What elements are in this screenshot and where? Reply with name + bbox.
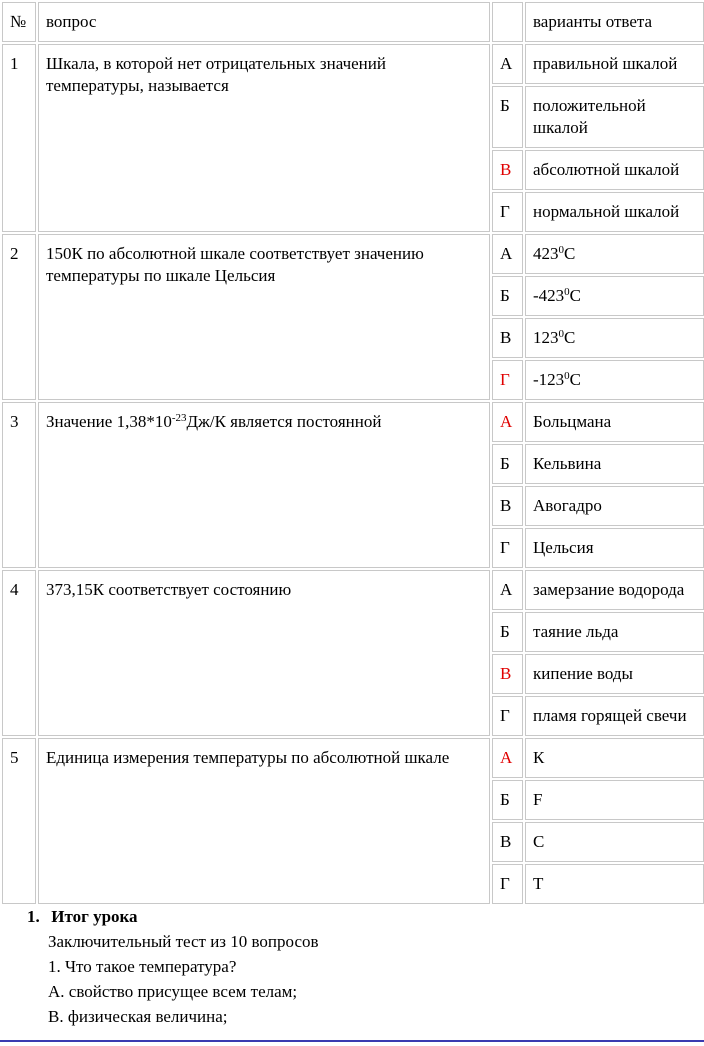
question-number: 1 — [2, 44, 36, 232]
question-number: 2 — [2, 234, 36, 400]
option-letter: Г — [492, 192, 523, 232]
question-row — [2, 570, 704, 610]
option-text: Цельсия — [525, 528, 704, 568]
question-row — [2, 738, 704, 778]
option-letter: Б — [492, 444, 523, 484]
option-text: $123^0С$ — [525, 318, 704, 358]
header-letter-blank — [492, 2, 523, 42]
option-letter: Б — [492, 276, 523, 316]
option-letter: Б — [492, 612, 523, 652]
option-text: Авогадро — [525, 486, 704, 526]
question-text: Единица измерения температуры по абсолютной шкале — [38, 738, 490, 904]
question-row — [2, 44, 704, 84]
option-text: К — [525, 738, 704, 778]
option-text: пламя горящей свечи — [525, 696, 704, 736]
option-text: кипение воды — [525, 654, 704, 694]
option-text: положительной шкалой — [525, 86, 704, 148]
option-letter: А — [492, 738, 523, 778]
option-text: таяние льда — [525, 612, 704, 652]
question-number: 3 — [2, 402, 36, 568]
option-letter: Б — [492, 86, 523, 148]
option-letter: Г — [492, 696, 523, 736]
header-num: № — [2, 2, 36, 42]
option-text: Больцмана — [525, 402, 704, 442]
question-text: Значение $1,38*10^{-23}Дж/К$ является постоянной — [38, 402, 490, 568]
bottom-divider — [0, 1040, 704, 1042]
option-text: $423^0С$ — [525, 234, 704, 274]
option-text: абсолютной шкалой — [525, 150, 704, 190]
summary-title: Итог урока — [51, 907, 138, 926]
question-number: 5 — [2, 738, 36, 904]
option-letter: Б — [492, 780, 523, 820]
option-text: замерзание водорода — [525, 570, 704, 610]
header-question: вопрос — [38, 2, 490, 42]
question-text: 373,15К соответствует состоянию — [38, 570, 490, 736]
option-letter: Г — [492, 360, 523, 400]
option-letter: В — [492, 654, 523, 694]
header-options: варианты ответа — [525, 2, 704, 42]
option-text: С — [525, 822, 704, 862]
option-text: правильной шкалой — [525, 44, 704, 84]
option-letter: В — [492, 486, 523, 526]
option-text: $-123^0С$ — [525, 360, 704, 400]
summary-number: 1. — [27, 907, 40, 926]
option-text: Т — [525, 864, 704, 904]
option-letter: В — [492, 318, 523, 358]
option-letter: Г — [492, 528, 523, 568]
summary-line: В. физическая величина; — [48, 1007, 228, 1026]
option-letter: А — [492, 402, 523, 442]
option-text: F — [525, 780, 704, 820]
summary-heading — [0, 904, 704, 929]
summary-line: 1. Что такое температура? — [48, 957, 237, 976]
option-text: Кельвина — [525, 444, 704, 484]
lesson-summary — [0, 904, 704, 1029]
question-row — [2, 402, 704, 442]
option-text: нормальной шкалой — [525, 192, 704, 232]
option-letter: А — [492, 44, 523, 84]
question-row — [2, 234, 704, 274]
option-letter: В — [492, 150, 523, 190]
option-text: $-423^0С$ — [525, 276, 704, 316]
header-row — [2, 2, 704, 42]
option-letter: А — [492, 234, 523, 274]
option-letter: В — [492, 822, 523, 862]
summary-line: Заключительный тест из 10 вопросов — [48, 932, 319, 951]
summary-line: А. свойство присущее всем телам; — [48, 982, 298, 1001]
question-text: 150К по абсолютной шкале соответствует значению температуры по шкале Цельсия — [38, 234, 490, 400]
option-letter: А — [492, 570, 523, 610]
question-number: 4 — [2, 570, 36, 736]
option-letter: Г — [492, 864, 523, 904]
question-text: Шкала, в которой нет отрицательных значений температуры, называется — [38, 44, 490, 232]
